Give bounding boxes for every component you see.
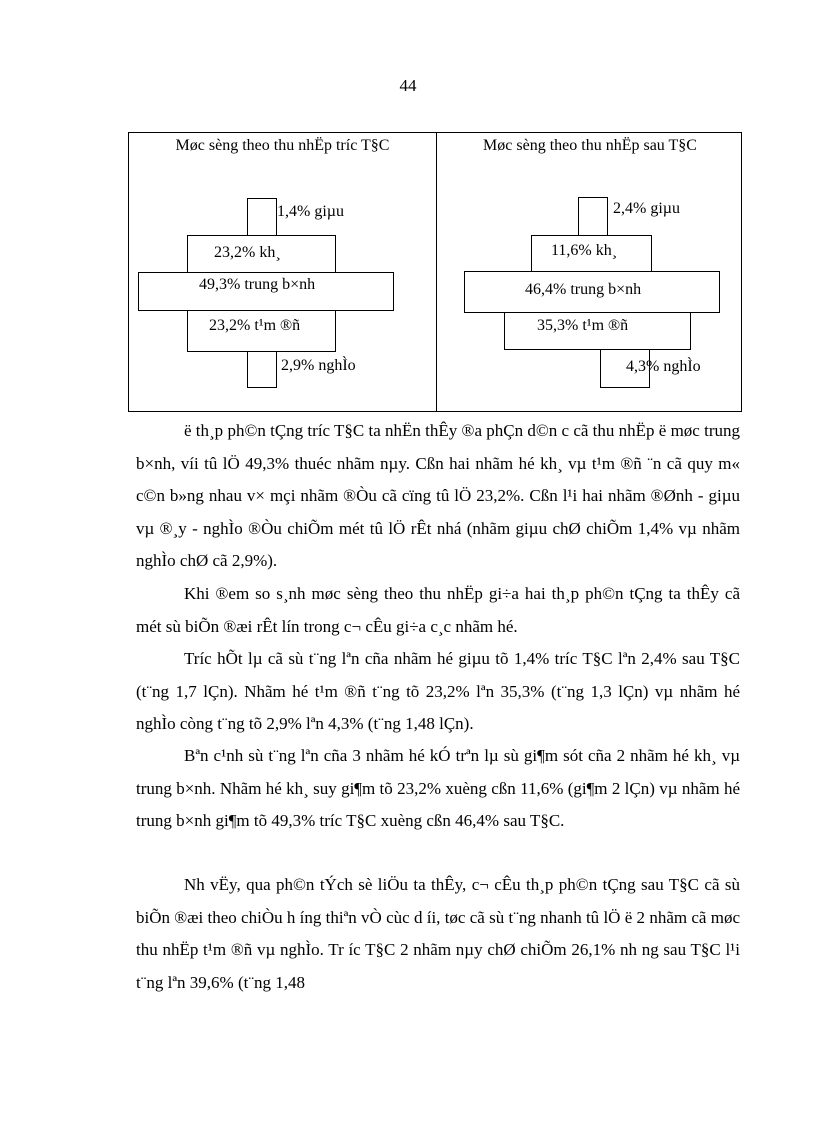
pyramid-before-middle-label: 49,3% trung b×nh (199, 276, 316, 293)
pyramid-before-rich-label: 1,4% giµu (277, 203, 344, 220)
pyramid-before-panel (129, 133, 436, 411)
pyramid-after-middle-label: 46,4% trung b×nh (525, 281, 642, 298)
pyramid-after-poor-label: 4,3% nghÌo (626, 358, 701, 375)
paragraph-5: Nh vËy, qua ph©n tÝch sè liÖu ta thÊy, c¬ cÊu th¸p ph©n tÇng sau T§C cã sù biÕn ®æi theo chiÒu h íng thiªn vÒ cùc d íi, tøc cã sù t¨ng nhanh tû lÖ ë 2 nhãm cã møc thu nhËp t¹m ®ñ vµ nghÌo. Tr íc T§C 2 nhãm nµy chØ chiÕm 26,1% nh ng sau T§C l¹i t¨ng lªn 39,6% (t¨ng 1,48 (136, 875, 740, 992)
paragraph-1: ë th¸p ph©n tÇng tríc T§C ta nhËn thÊy ®a phÇn d©n c cã thu nhËp ë møc trung b×nh, víi tû lÖ 49,3% thuéc nhãm nµy. Cßn hai nhãm hé kh¸ vµ t¹m ®ñ ¨n cã quy m« c©n b»ng nhau v× mçi nhãm ®Òu cã cïng tû lÖ 23,2%. Cßn l¹i hai nhãm ®Ønh - giµu vµ ®¸y - nghÌo ®Òu chiÕm mét tû lÖ rÊt nhá (nhãm giµu chØ chiÕm 1,4% vµ nhãm nghÌo chØ cã 2,9%). (136, 421, 740, 571)
paragraph-2: Khi ®em so s¸nh møc sèng theo thu nhËp gi÷a hai th¸p ph©n tÇng ta thÊy cã mét sù biÕn ®æi rÊt lín trong c¬ cÊu gi÷a c¸c nhãm hé. (136, 584, 740, 636)
pyramid-after-kha-label: 11,6% kh¸ (551, 242, 618, 259)
pyramid-after-rich-box (578, 197, 608, 236)
pyramid-after-rich-label: 2,4% giµu (613, 200, 680, 217)
pyramid-before-kha-label: 23,2% kh¸ (214, 244, 281, 261)
page-number: 44 (399, 76, 417, 95)
pyramid-after-belowmid-label: 35,3% t¹m ®ñ (537, 317, 629, 334)
paragraph-4: Bªn c¹nh sù t¨ng lªn cña 3 nhãm hé kÓ trªn lµ sù gi¶m sót cña 2 nhãm hé kh¸ vµ trung b×nh. Nhãm hé kh¸ suy gi¶m tõ 23,2% xuèng cßn 11,6% (gi¶m 2 lÇn) vµ nhãm hé trung b×nh gi¶m tõ 49,3% tríc T§C xuèng cßn 46,4% sau T§C. (136, 746, 740, 831)
pyramid-before-poor-label: 2,9% nghÌo (281, 357, 356, 374)
pyramid-before-rich-box (247, 198, 277, 236)
pyramid-before-poor-box (247, 351, 277, 388)
income-pyramid-figure (128, 132, 742, 412)
pyramid-before-title: Møc sèng theo thu nhËp tríc T§C (175, 137, 390, 154)
pyramid-after-panel (437, 133, 743, 411)
pyramid-before-belowmid-label: 23,2% t¹m ®ñ (209, 317, 301, 334)
pyramid-after-title: Møc sèng theo thu nhËp sau T§C (483, 137, 697, 154)
paragraph-3: Tríc hÕt lµ cã sù t¨ng lªn cña nhãm hé giµu tõ 1,4% tríc T§C lªn 2,4% sau T§C (t¨ng 1,7 lÇn). Nhãm hé t¹m ®ñ t¨ng tõ 23,2% lªn 35,3% (t¨ng 1,3 lÇn) vµ nhãm hé nghÌo còng t¨ng tõ 2,9% lªn 4,3% (t¨ng 1,48 lÇn). (136, 649, 740, 734)
